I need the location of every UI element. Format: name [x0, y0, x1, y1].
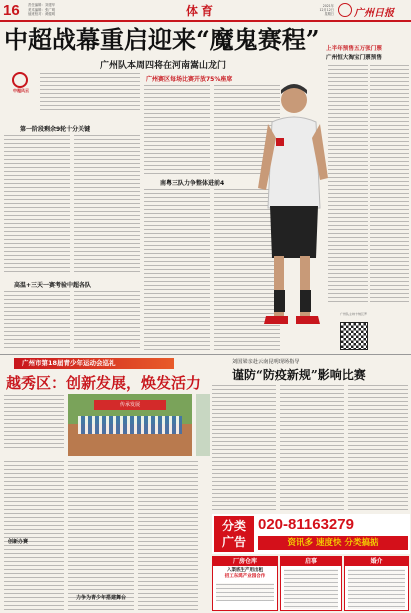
ad-slogan: 资讯多 速度快 分类搞掂 [258, 536, 408, 550]
bottom-left-column-3 [138, 460, 198, 610]
lead-headline: 中超战幕重启迎来“魔鬼赛程” [4, 25, 320, 54]
photo-caption: 广州队主帅卡纳瓦罗 [340, 312, 368, 316]
page-number: 16 [3, 2, 20, 19]
ball-icon [12, 72, 28, 88]
date-day: 12月12日 [319, 8, 334, 13]
article-column-1 [4, 134, 70, 274]
coach-photo [250, 78, 330, 338]
editor-credits [28, 3, 88, 17]
section-title: 体育 [186, 4, 217, 18]
bottom-left-column-1 [4, 460, 64, 610]
ad-box-text: 入渠底生产用出租 [227, 568, 263, 573]
classified-ad-header [212, 514, 410, 554]
header-rule [0, 20, 411, 22]
ad-label-bottom: 广告 [221, 535, 246, 549]
banner-text: 广州市第18届青少年运动会巡礼 [22, 359, 116, 367]
date-year: 2021年 [322, 4, 334, 8]
article-column-3 [4, 290, 70, 350]
paper-name: 广州日报 [354, 8, 394, 19]
bottom-left-intro [4, 394, 64, 450]
bottom-right-headline: 谨防“防疫新规”影响比赛 [232, 368, 366, 382]
bottom-left-banner [14, 358, 174, 369]
subhead-2: 高温+三天一赛考验中超各队 [14, 282, 92, 289]
lead-subhead: 广州队本周四将在河南嵩山龙门 [100, 61, 227, 71]
bottom-left-sub1: 创新办赛 [8, 539, 29, 545]
bottom-left-sub2: 力争为青少年搭建舞台 [76, 595, 127, 601]
aside-column-2 [370, 64, 409, 304]
logo-text: 中超风云 [13, 88, 29, 93]
zhongchao-logo [6, 72, 36, 94]
article-column-5 [144, 84, 210, 174]
article-column-2 [74, 134, 140, 274]
ad-box-factory [212, 556, 278, 611]
lead-intro [40, 72, 140, 110]
ad-box-notice [280, 556, 342, 611]
aside-column-1 [328, 64, 368, 304]
page-header [0, 0, 411, 22]
aside-subtitle: 广州恒大淘宝门票预售 [326, 55, 382, 61]
subhead-1: 第一阶段剩余9轮十分关键 [20, 126, 91, 133]
ad-phone: 020-81163279 [258, 516, 354, 533]
qr-code [340, 322, 368, 350]
ad-label-box [214, 516, 254, 552]
article-column-4 [74, 290, 140, 350]
aside-title: 上半年预售五万张门票 [326, 46, 382, 52]
subhead-3: 广州赛区每场比赛开放75%座席 [146, 76, 233, 83]
issue-date [312, 4, 334, 17]
bottom-right-column-3 [348, 384, 408, 510]
bottom-left-column-2 [68, 460, 134, 610]
ad-box-marriage [344, 556, 409, 611]
editor-line: 值班校对：黄健明 [28, 12, 56, 17]
paper-logo [338, 3, 352, 17]
sports-meet-photo-2 [196, 394, 210, 456]
subhead-4: 南粤三队力争整体进前4 [160, 180, 225, 187]
bottom-left-headline: 越秀区：创新发展，焕发活力 [6, 374, 202, 392]
photo-banner: 传承发展 [94, 400, 166, 410]
ad-box-title: 厂房仓库 [213, 557, 277, 566]
ad-box-title: 婚介 [345, 557, 408, 566]
ad-label-top: 分类 [221, 519, 246, 533]
bottom-right-column-2 [280, 384, 344, 510]
coach-figure-icon [250, 78, 330, 338]
sports-meet-photo [68, 394, 192, 456]
article-column-7 [144, 188, 210, 350]
ad-box-text-2: 招工东鸿产业园合作 [224, 574, 266, 579]
ad-box-title: 启事 [281, 557, 341, 566]
bottom-right-column-1 [212, 384, 276, 510]
date-weekday: 星期日 [324, 12, 334, 17]
editor-line: 责任编辑：刘建华 [28, 3, 56, 7]
editor-line: 美术编辑：张广明 [28, 7, 56, 12]
section-divider [0, 354, 411, 355]
bottom-right-kicker: 刘国梁亲赴云南昆明现场指导 [232, 359, 300, 365]
